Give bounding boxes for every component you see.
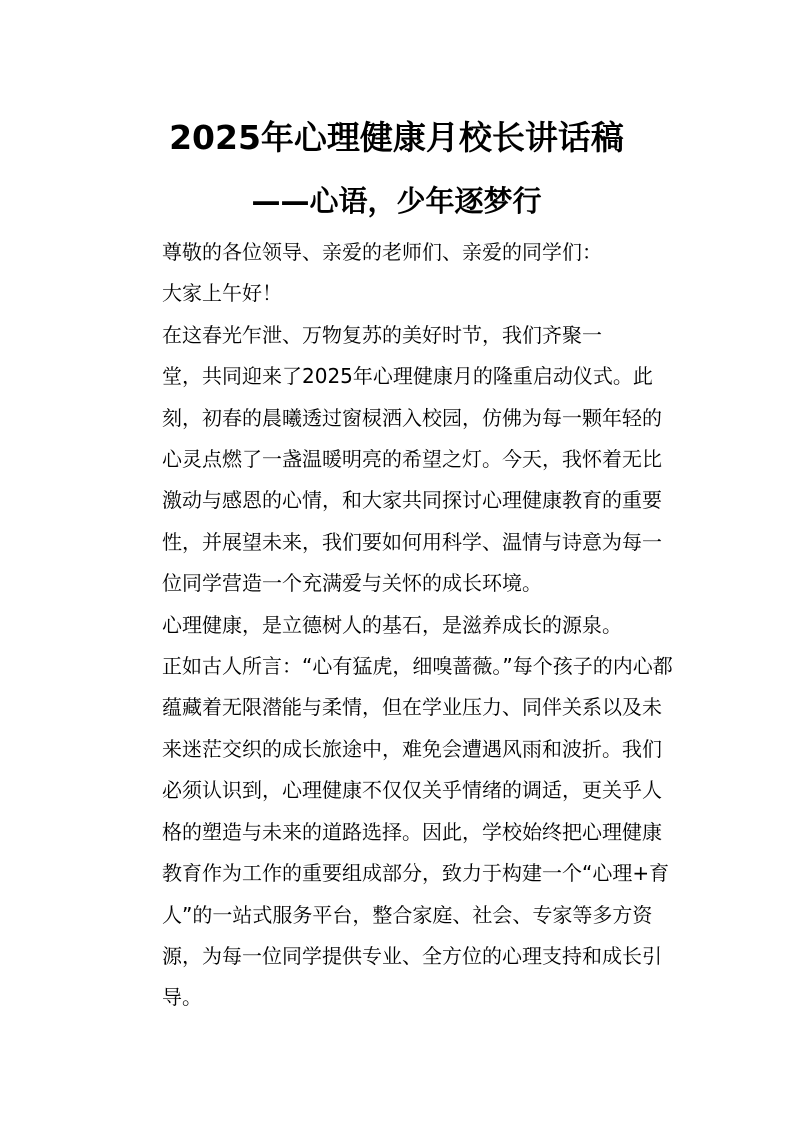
paragraph-greeting xyxy=(120,273,675,314)
paragraph-line: 堂，共同迎来了2025年心理健康月的隆重启动仪式。此 xyxy=(162,364,653,389)
paragraph-line: 刻，初春的晨曦透过窗棂洒入校园，仿佛为每一颗年轻的 xyxy=(162,405,662,430)
paragraph-line: 心理健康，是立德树人的基石，是滋养成长的源泉。 xyxy=(162,612,622,637)
paragraph-line: 格的塑造与未来的道路选择。因此，学校始终把心理健康 xyxy=(162,819,662,844)
document-body xyxy=(120,232,675,1019)
paragraph-line: 正如古人所言：“心有猛虎，细嗅蔷薇。”每个孩子的内心都 xyxy=(162,654,673,679)
paragraph-line: 导。 xyxy=(162,985,202,1010)
paragraph-line: 人”的一站式服务平台，整合家庭、社会、专家等多方资 xyxy=(162,902,653,927)
paragraph-line: 大家上午好！ xyxy=(162,281,282,306)
paragraph-mental-health xyxy=(120,605,675,1019)
paragraph-line: 来迷茫交织的成长旅途中，难免会遭遇风雨和波折。我们 xyxy=(162,736,662,761)
paragraph-line: 蕴藏着无限潜能与柔情，但在学业压力、同伴关系以及未 xyxy=(162,695,662,720)
paragraph-line: 心灵点燃了一盏温暖明亮的希望之灯。今天，我怀着无比 xyxy=(162,447,662,472)
paragraph-line: 尊敬的各位领导、亲爱的老师们、亲爱的同学们： xyxy=(162,240,602,264)
paragraph-opening xyxy=(120,315,675,605)
paragraph-line: 位同学营造一个充满爱与关怀的成长环境。 xyxy=(162,571,542,596)
document-title: 2025年心理健康月校长讲话稿 xyxy=(169,118,624,157)
paragraph-line: 在这春光乍泄、万物复苏的美好时节，我们齐聚一 xyxy=(162,322,602,347)
paragraph-salutation xyxy=(120,232,675,273)
paragraph-line: 性，并展望未来，我们要如何用科学、温情与诗意为每一 xyxy=(162,529,662,554)
paragraph-line: 激动与感恩的心情，和大家共同探讨心理健康教育的重要 xyxy=(162,488,662,513)
paragraph-line: 教育作为工作的重要组成部分，致力于构建一个“心理+育 xyxy=(162,861,670,886)
paragraph-line: 必须认识到，心理健康不仅仅关乎情绪的调适，更关乎人 xyxy=(162,778,662,803)
paragraph-line: 源，为每一位同学提供专业、全方位的心理支持和成长引 xyxy=(162,943,662,968)
document-subtitle: ——心语，少年逐梦行 xyxy=(251,184,542,218)
